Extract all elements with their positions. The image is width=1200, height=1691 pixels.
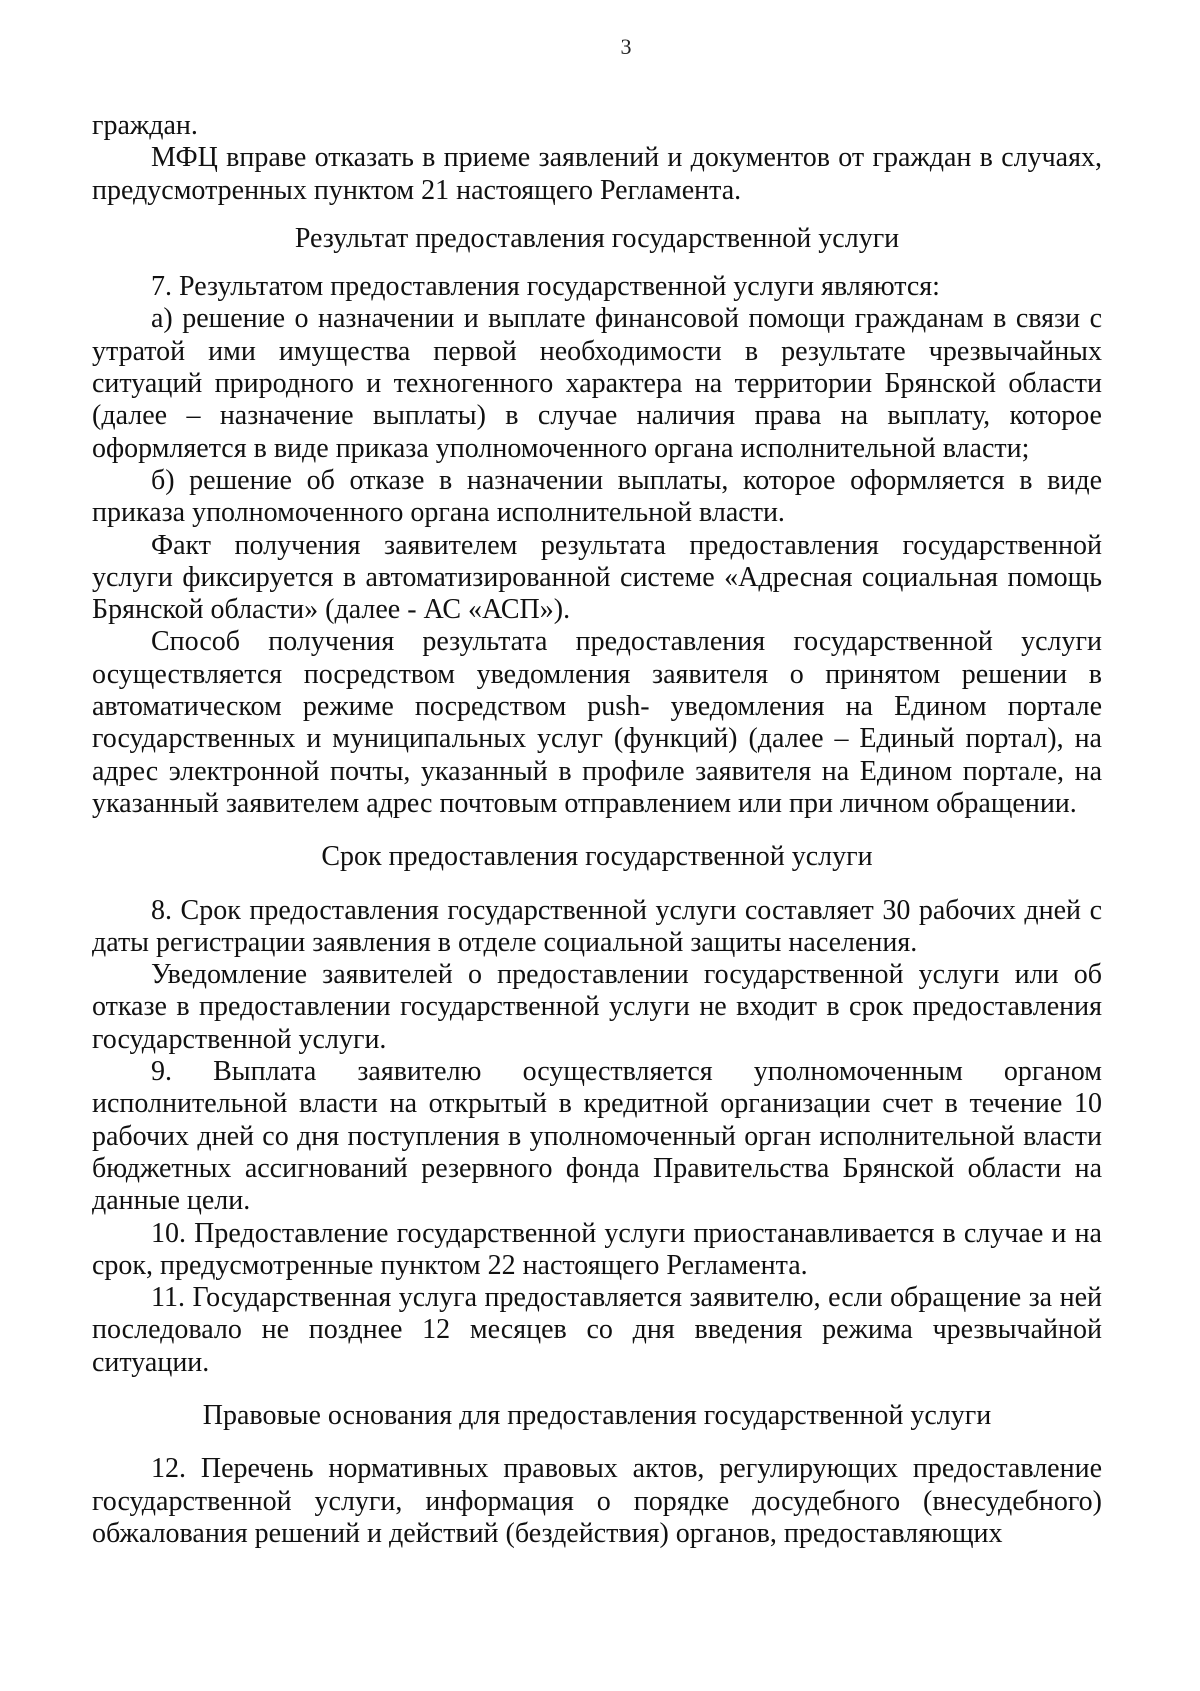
- paragraph-notice: Уведомление заявителей о предоставлении государственной услуги или об отказе в предоставлении государственной услуги не входит в срок предоставления государственной услуги.: [92, 959, 1102, 1055]
- spacer: [92, 1432, 1102, 1453]
- continuation-text: граждан.: [92, 110, 198, 141]
- spacer: [92, 1379, 1102, 1400]
- section-heading-legal: Правовые основания для предоставления государственной услуги: [202, 1399, 992, 1431]
- paragraph-method: Способ получения результата предоставления государственной услуги осуществляется посредством уведомления заявителя о принятом решении в автоматическом режиме посредством push- уведомления на Едином портале государственных и муниципальных услуг (функций) (далее – Единый портал), на адрес электронной почты, указанный в профиле заявителя на Едином портале, на указанный заявителем адрес почтовым отправлением или при личном обращении.: [92, 626, 1102, 819]
- paragraph-7a: а) решение о назначении и выплате финансовой помощи гражданам в связи с утратой ими имущества первой необходимости в результате чрезвычайных ситуаций природного и техногенного характера на территории Брянской области (далее – назначение выплаты) в случае наличия права на выплату, которое оформляется в виде приказа уполномоченного органа исполнительной власти;: [92, 303, 1102, 464]
- paragraph-9: 9. Выплата заявителю осуществляется уполномоченным органом исполнительной власти на открытый в кредитной организации счет в течение 10 рабочих дней со дня поступления в уполномоченный орган исполнительной власти бюджетных ассигнований резервного фонда Правительства Брянской области на данные цели.: [92, 1056, 1102, 1217]
- section-heading-result: Результат предоставления государственной услуги: [294, 222, 900, 254]
- page-number: 3: [620, 34, 632, 59]
- section-heading-term: Срок предоставления государственной услуги: [321, 841, 873, 873]
- spacer: [92, 255, 1102, 271]
- spacer: [92, 207, 1102, 223]
- document-body: [92, 110, 1102, 1550]
- paragraph-7b: б) решение об отказе в назначении выплаты, которое оформляется в виде приказа уполномоченного органа исполнительной власти.: [92, 464, 1102, 529]
- paragraph-7: 7. Результатом предоставления государственной услуги являются:: [151, 271, 940, 303]
- paragraph-10: 10. Предоставление государственной услуги приостанавливается в случае и на срок, предусмотренные пунктом 22 настоящего Регламента.: [92, 1217, 1102, 1281]
- spacer: [92, 820, 1102, 841]
- spacer: [92, 874, 1102, 895]
- paragraph-fact: Факт получения заявителем результата предоставления государственной услуги фиксируется в автоматизированной системе «Адресная социальная помощь Брянской области» (далее - АС «АСП»).: [92, 529, 1102, 626]
- paragraph-11: 11. Государственная услуга предоставляется заявителю, если обращение за ней последовало не позднее 12 месяцев со дня введения режима чрезвычайной ситуации.: [92, 1282, 1102, 1378]
- paragraph-mfc: МФЦ вправе отказать в приеме заявлений и документов от граждан в случаях, предусмотренных пунктом 21 настоящего Регламента.: [92, 142, 1102, 206]
- paragraph-8: 8. Срок предоставления государственной услуги составляет 30 рабочих дней с даты регистрации заявления в отделе социальной защиты населения.: [92, 894, 1102, 958]
- paragraph-12: 12. Перечень нормативных правовых актов, регулирующих предоставление государственной услуги, информация о порядке досудебного (внесудебного) обжалования решений и действий (бездействия) органов, предоставляющих: [92, 1453, 1102, 1549]
